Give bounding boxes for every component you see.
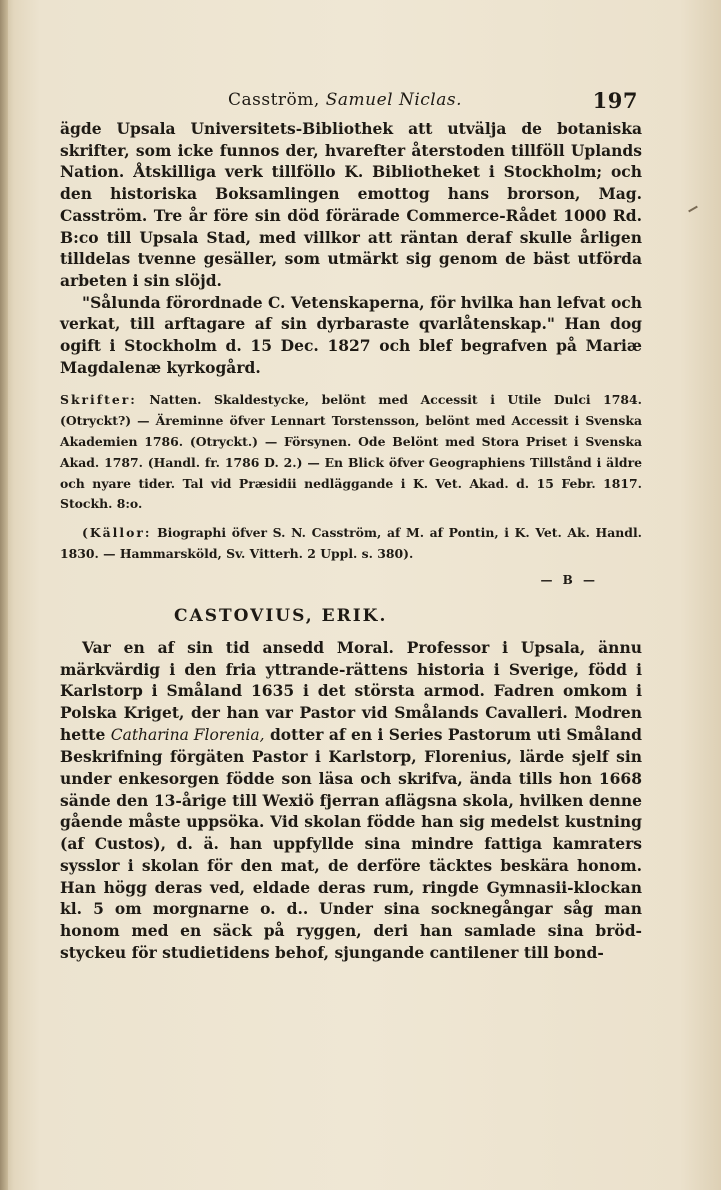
skrifter-section (60, 390, 642, 515)
mother-name: Catharina Florenia, (110, 725, 265, 744)
castovius-part2: dotter af en i Series Pastorum uti Småland Beskrifning förgäten Pastor i Karlstorp, Florenius, lärde sjelf sin under enkesorgen födde son läsa och skrifva, ända tills hon 1668 sände den 13-årige till Wexiö fjerran aflägsna skola, hvilken denne gående måste uppsöka. Vid skolan födde han sig medelst kustning (af Custos), d. ä. han uppfyllde sina mindre fattiga kamraters sysslor i skolan för den mat, de derföre täcktes beskära honom. Han högg deras ved, eldade deras rum, ringde Gymnasii-klockan kl. 5 om morgnarne o. d.. Under sina socknegångar såg man honom med en säck på ryggen, deri han samlade sina bröd-styckeu för studietidens behof, sjungande cantilener till bond- (60, 724, 642, 962)
skrifter-text: Natten. Skaldestycke, belönt med Accessit i Utile Dulci 1784. (Otryckt?) — Äreminne öfver Lennart Torstensson, belönt med Accessit i Svenska Akademien 1786. (Otryckt.) — Försynen. Ode Belönt med Stora Priset i Svenska Akad. 1787. (Handl. fr. 1786 D. 2.) — En Blick öfver Geographiens Tillstånd i äldre och nyare tider. Tal vid Præsidii nedläggande i K. Vet. Akad. d. 15 Febr. 1817. Stockh. 8:o. (60, 392, 642, 512)
running-head-italic: Samuel Niclas. (325, 90, 463, 110)
kallor-text: Biographi öfver S. N. Casström, af M. af Pontin, i K. Vet. Ak. Handl. 1830. — Hammarsköld, Sv. Vitterh. 2 Uppl. s. 380). (60, 525, 642, 562)
running-head (228, 90, 462, 110)
paragraph-bequest: "Sålunda förordnade C. Vetenskaperna, för hvilka han lefvat och verkat, till arftagare af sin dyrbaraste qvarlåtenskap." Han dog ogift i Stockholm d. 15 Dec. 1827 och blef begrafven på Mariæ Magdalenæ kyrkogård. (60, 292, 642, 377)
kallor-section (60, 523, 642, 565)
paragraph-castovius (60, 637, 642, 964)
skrifter-label: Skrifter: (60, 392, 137, 408)
page-number: 197 (592, 88, 638, 113)
section-divider: — B — (540, 572, 598, 587)
castovius-part1: Var en af sin tid ansedd Moral. Professor i Upsala, ännu märkvärdig i den fria yttrande-rättens historia i Sverige, född i Karlstorp i Småland 1635 i det största armod. Fadren omkom i Polska Kriget, der han var Pastor vid Smålands Cavalleri. Modren hette (60, 637, 642, 744)
section-title: CASTOVIUS, ERIK. (174, 605, 388, 626)
page-header (228, 88, 638, 118)
paragraph-continuation: ägde Upsala Universitets-Bibliothek att utvälja de botaniska skrifter, som icke funnos der, hvarefter återstoden tillföll Uplands Nation. Åtskilliga verk tillföllo K. Bibliotheket i Stockholm; och den historiska Boksamlingen emottog hans brorson, Mag. Casström. Tre år före sin död förärade Commerce-Rådet 1000 Rd. B:co till Upsala Stad, med villkor att räntan deraf skulle årligen tilldelas tvenne gesäller, som utmärkt sig genom de bäst utförda arbeten i sin slöjd. (60, 119, 642, 290)
margin-mark (688, 206, 698, 213)
page-body (60, 118, 642, 963)
book-spine-shadow (0, 0, 8, 1190)
kallor-label: (Källor: (82, 525, 152, 541)
running-head-name: Casström, (228, 90, 320, 110)
